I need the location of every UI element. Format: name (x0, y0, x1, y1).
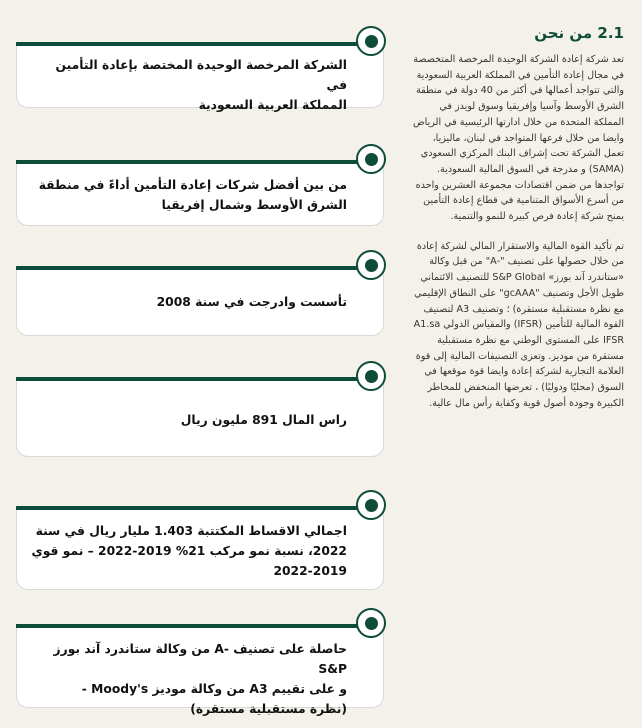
bullet-circle-icon (356, 144, 386, 174)
fact-text: راس المال 891 مليون ريال (180, 413, 347, 427)
bullet-circle-icon (356, 490, 386, 520)
card-top-bar (16, 377, 363, 381)
fact-card-ratings (16, 624, 384, 716)
fact-card-founded (16, 266, 384, 336)
fact-text: تأسست وادرجت في سنة 2008 (156, 295, 347, 309)
fact-card-license (16, 42, 384, 112)
card-top-bar (16, 266, 363, 270)
about-us-column (410, 24, 624, 411)
bullet-circle-icon (356, 26, 386, 56)
card-top-bar (16, 624, 363, 628)
card-top-bar (16, 160, 363, 164)
fact-card-premiums (16, 506, 384, 590)
fact-card-performance (16, 160, 384, 226)
fact-text: من بين أفضل شركات إعادة التأمين أداءً في منطقة الشرق الأوسط وشمال إفريقيا (38, 178, 347, 212)
card-top-bar (16, 42, 363, 46)
card-top-bar (16, 506, 363, 510)
fact-text: اجمالي الاقساط المكتتبة 1.403 مليار ريال في سنة 2022، نسبة نمو مركب 21% 2019-2022 – نمو قوي 2022-2019 (31, 524, 347, 578)
bullet-circle-icon (356, 250, 386, 280)
about-paragraph-2: تم تأكيد القوة المالية والاستقرار المالي لشركة إعادة من خلال حصولها على تصنيف "-A" من قبل وكالة «ستاندرد آند بورز» S&P Global للتصنيف الائتماني طويل الأجل وتصنيف "gcAAA" على النطاق الإقليمي مع نظرة مستقبلية مستقرة) ؛ وتصنيف A3 لتصنيف القوة المالية للتأمين (IFSR) والمقياس الدولي A1.sa IFSR على المستوى الوطني مع نظرة مستقبلية مستقرة من موديز. وتعزى التصنيفات المالية إلى قوة العلامة التجارية لشركة إعادة وايضا قوة موقعها في السوق (محليًا ودوليًا) ، تعرضها المنخفض للمخاطر الكبيرة وجودة أصول قوية وكفاية رأس مال عالية. (413, 240, 624, 409)
bullet-circle-icon (356, 361, 386, 391)
fact-text: الشركة المرخصة الوحيدة المختصة بإعادة التأمين في المملكة العربية السعودية (55, 58, 347, 112)
key-facts-column (16, 0, 384, 728)
section-title: 2.1 من نحن (534, 24, 624, 42)
fact-card-capital (16, 377, 384, 457)
about-paragraph-1: تعد شركة إعادة الشركة الوحيدة المرخصة المتخصصة في مجال إعادة التأمين في المملكة العربية السعودية والتي تتواجد أعمالها في أكثر من 40 دولة في منطقة الشرق الأوسط وآسيا وإفريقيا وسوق لويدز في المملكة المتحدة من خلال ادارتها الرئيسية في الرياض وايضا من خلال فرعها المتواجد في لبنان، ماليزيا، تعمل الشركة تحت إشراف البنك المركزي السعودي (SAMA) و مدرجة في السوق المالية السعودية. تواجدها من ضمن اقتصادات مجموعة العشرين واحده من أسرع الأسواق المتنامية في قطاع إعادة التأمين يمنح شركة إعادة فرص كبيرة للنمو والتنمية. (413, 54, 624, 223)
bullet-circle-icon (356, 608, 386, 638)
fact-text: حاصلة على تصنيف -A من وكالة ستاندرد آند بورز S&P و على تقييم A3 من وكالة موديز Moody's - (نظرة مستقبلية مستقرة) (53, 642, 347, 716)
